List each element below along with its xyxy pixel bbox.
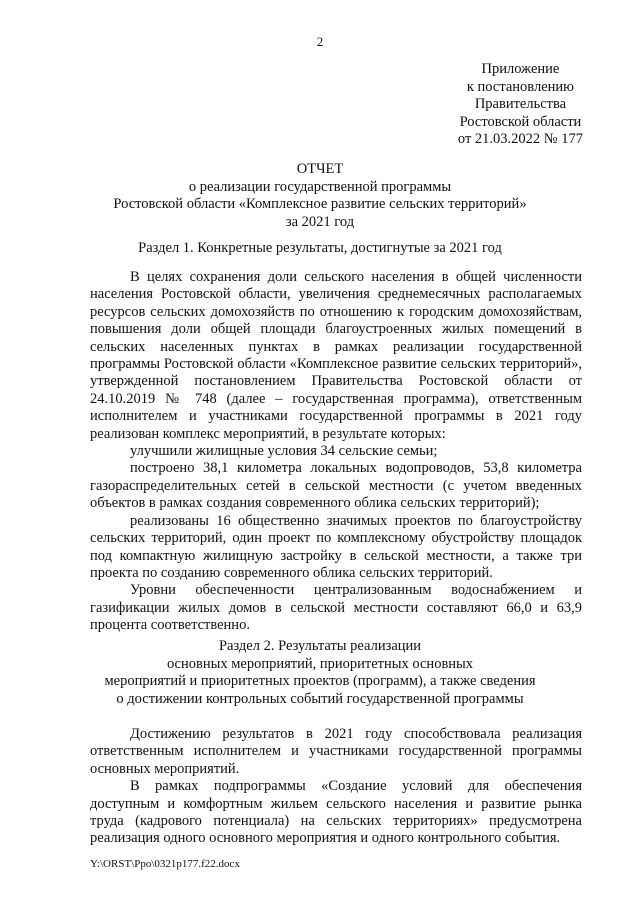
section2-heading-line: мероприятий и приоритетных проектов (программ), а также сведения xyxy=(104,673,536,689)
appendix-line: к постановлению xyxy=(466,78,574,95)
report-subtitle: Ростовской области «Комплексное развитие сельских территорий» xyxy=(113,196,527,212)
section2-body xyxy=(90,726,582,848)
paragraph: улучшили жилищные условия 34 сельские семьи; xyxy=(130,443,438,460)
report-subtitle: за 2021 год xyxy=(285,213,355,230)
paragraph: Уровни обеспеченности централизованным водоснабжением и газификации жилых домов в сельской местности составляют 66,0 и 63,9 процента соответственно. xyxy=(90,582,582,634)
appendix-line: Правительства xyxy=(474,96,567,112)
paragraph: реализованы 16 общественно значимых проектов по благоустройству сельских территорий, один проект по комплексному обустройству площадок под компактную жилищную застройку в сельской местности, а также три проекта по созданию современного облика сельских территорий. xyxy=(90,512,582,581)
paragraph: построено 38,1 километра локальных водопроводов, 53,8 километра газораспределительных сетей в сельской местности (с учетом введенных объектов в рамках создания современного облика сельских территорий); xyxy=(90,460,582,512)
section2-heading-line: основных мероприятий, приоритетных основных xyxy=(166,655,474,672)
appendix-line: от 21.03.2022 № 177 xyxy=(457,131,583,147)
section1-body xyxy=(90,269,582,635)
section2-heading xyxy=(0,638,640,708)
appendix-line: Приложение xyxy=(481,61,560,77)
report-subtitle: о реализации государственной программы xyxy=(188,178,452,195)
report-title-block xyxy=(0,161,640,231)
file-path-footer: Y:\ORST\Ppo\0321p177.f22.docx xyxy=(90,858,240,870)
appendix-line: Ростовской области xyxy=(459,113,582,130)
section1-heading: Раздел 1. Конкретные результаты, достигнутые за 2021 год xyxy=(138,240,502,256)
report-title: ОТЧЕТ xyxy=(296,161,344,177)
section2-heading-line: Раздел 2. Результаты реализации xyxy=(218,638,422,654)
section2-heading-line: о достижении контрольных событий государственной программы xyxy=(116,690,524,707)
paragraph: В целях сохранения доли сельского населения в общей численности населения Ростовской области, увеличения среднемесячных располагаемых ресурсов сельских домохозяйств по отношению к городским домохозяйствам, повышения доли общей площади благоустроенных жилых помещений в сельских населенных пунктах в рамках реализации государственной программы Ростовской области «Комплексное развитие сельских территорий», утвержденной постановлением Правительства Ростовской области от 24.10.2019 № 748 (далее – государственная программа), ответственным исполнителем и участниками государственной программы в 2021 году реализован комплекс мероприятий, в результате которых: xyxy=(90,269,582,442)
appendix-block xyxy=(458,61,583,149)
paragraph: Достижению результатов в 2021 году способствовала реализация ответственным исполнителем и участниками государственной программы основных мероприятий. xyxy=(90,726,582,777)
paragraph: В рамках подпрограммы «Создание условий для обеспечения доступным и комфортным жильем сельского населения и развитие рынка труда (кадрового потенциала) на сельских территориях» предусмотрена реализация одного основного мероприятия и одного контрольного события. xyxy=(90,778,582,847)
page-number: 2 xyxy=(316,34,324,49)
